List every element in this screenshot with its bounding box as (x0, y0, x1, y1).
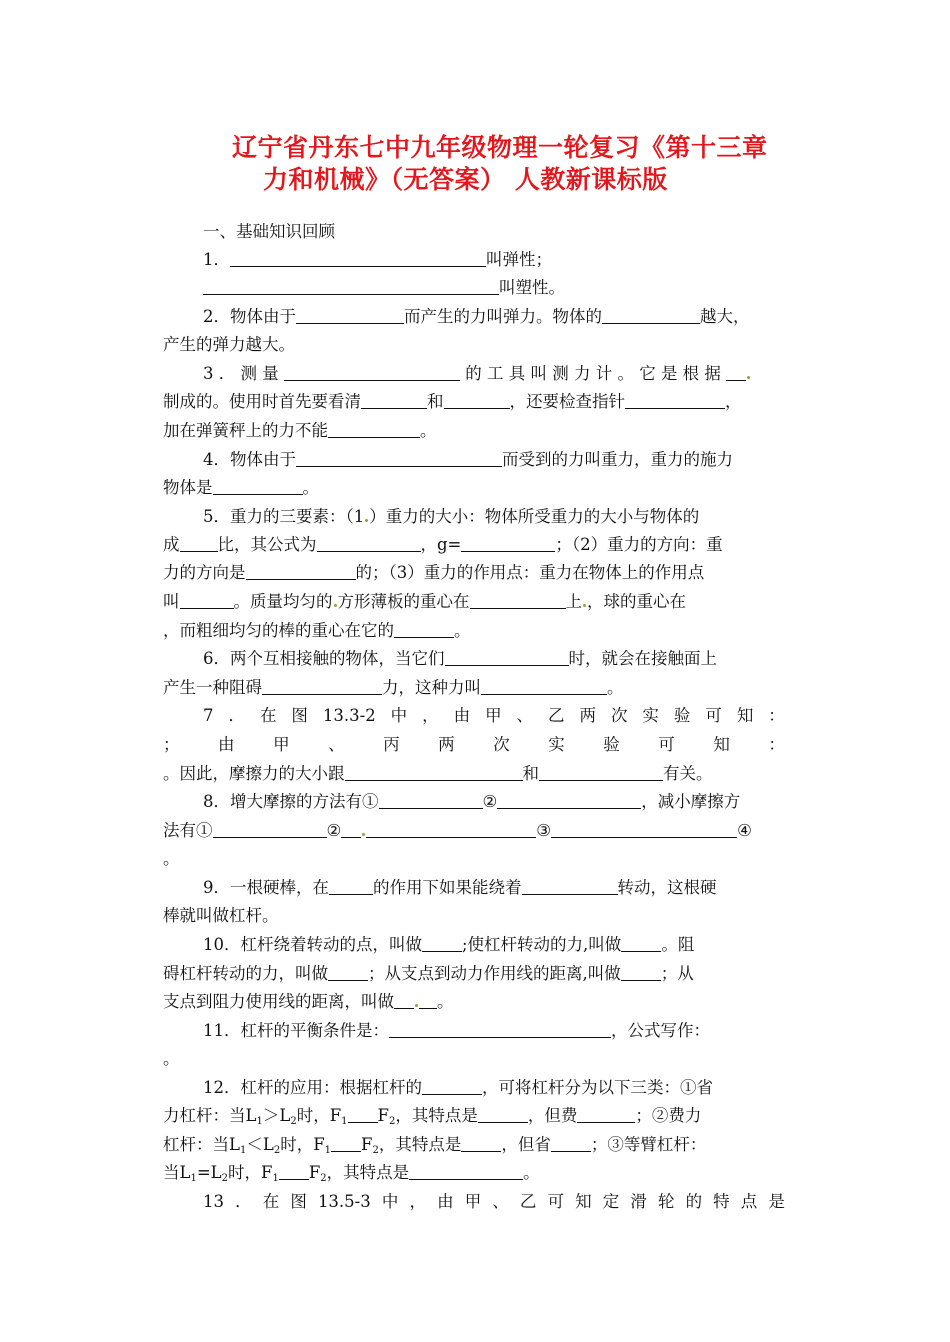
question-3-line3 (163, 420, 437, 442)
question-2-line1 (203, 306, 750, 328)
question-text: 验 (603, 735, 620, 754)
question-8-line2 (163, 820, 752, 842)
fill-blank[interactable] (341, 821, 361, 838)
question-text: ;使杠杆转动的力,叫做 (462, 935, 622, 954)
question-text: 由 (453, 706, 471, 725)
question-text: 知 (575, 1192, 592, 1211)
fill-blank[interactable] (345, 764, 523, 781)
question-text: 中 (390, 706, 408, 725)
question-text: ，而粗细均匀的棒的重心在它的 (163, 621, 394, 640)
question-text: 滑 (630, 1192, 647, 1211)
fill-blank[interactable] (296, 450, 502, 467)
question-text: 。 (302, 478, 319, 497)
question-text: 12．杠杆的应用：根据杠杆的 (203, 1078, 422, 1097)
question-text: ， (725, 392, 742, 411)
question-text: 物体是 (163, 478, 213, 497)
fill-blank[interactable] (470, 592, 566, 609)
question-11-line2: 。 (163, 1049, 180, 1068)
question-text: ，其特点是 (326, 1163, 410, 1182)
question-text: 法有① (163, 821, 213, 840)
question-text: 10．杠杆绕着转动的点，叫做 (203, 935, 422, 954)
fill-blank[interactable] (230, 250, 486, 267)
question-text: ，球的重心在 (587, 592, 686, 611)
question-text: 时，F (296, 1106, 342, 1125)
question-text: ， (422, 706, 439, 725)
question-text: 甲 (273, 735, 290, 754)
question-text: ；从支点到动力作用线的距离,叫做 (368, 964, 621, 983)
question-10-line3 (163, 991, 454, 1013)
question-12-line4 (163, 1162, 540, 1190)
question-text: 而产生的力叫弹力。物体的 (404, 307, 602, 326)
question-text: 。 (523, 1163, 540, 1182)
question-5-line4 (163, 591, 686, 613)
fill-blank[interactable] (379, 792, 483, 809)
question-text: ；从 (660, 964, 694, 983)
fill-blank[interactable] (602, 307, 700, 324)
question-8-line1 (203, 791, 740, 813)
question-text: 验 (673, 706, 691, 725)
speck-mark (415, 1004, 418, 1007)
question-9-line1 (203, 877, 717, 899)
question-text: 3 ． 测 量 (203, 364, 279, 383)
question-text: 1． (203, 250, 230, 269)
question-text: ，减小摩擦方 (641, 792, 741, 811)
question-text: ＞L (262, 1106, 291, 1125)
question-text: ② (326, 821, 342, 840)
question-text: 2．物体由于 (203, 307, 296, 326)
fill-blank[interactable] (328, 964, 368, 981)
question-text: 5．重力的三要素：（1 (203, 507, 365, 526)
fill-blank[interactable] (180, 592, 234, 609)
question-text: 上 (565, 592, 582, 611)
question-7-line2 (163, 734, 785, 756)
question-text: 有关。 (663, 764, 713, 783)
fill-blank[interactable] (551, 821, 737, 838)
question-text: 图 (291, 706, 308, 725)
question-text: 6．两个互相接触的物体，当它们 (203, 649, 445, 668)
question-text: 时，F (280, 1135, 325, 1154)
fill-blank[interactable] (246, 563, 356, 580)
question-5-line1 (203, 506, 699, 528)
question-text: 次 (493, 735, 510, 754)
question-text: 13.3-2 (322, 706, 376, 725)
question-5-line2 (163, 534, 723, 556)
question-text: 加在弹簧秤上的力不能 (163, 421, 328, 440)
question-9-line2: 棒就叫做杠杆。 (163, 906, 279, 925)
question-text: ： (768, 735, 785, 754)
speck-mark (583, 604, 586, 607)
question-12-line1 (203, 1077, 713, 1099)
question-text: 成 (163, 535, 180, 554)
question-text: F (308, 1163, 321, 1182)
question-text: 可 (658, 735, 675, 754)
question-text: 在 (259, 706, 277, 725)
question-text: ： (768, 706, 785, 725)
fill-blank[interactable] (394, 621, 454, 638)
question-text: 可 (547, 1192, 565, 1211)
question-text: 的 工 具 叫 测 力 计 。 它 是 根 据 (465, 364, 721, 383)
question-text: ③ (536, 821, 552, 840)
question-text: 产生一种阻碍 (163, 678, 262, 697)
question-text: ；②费力 (635, 1106, 702, 1125)
fill-blank[interactable] (419, 992, 437, 1009)
question-text: 特 (713, 1192, 730, 1211)
question-text: 乙 (548, 706, 565, 725)
question-text: 、 (328, 735, 345, 754)
fill-blank[interactable] (389, 1021, 611, 1038)
question-text: 2 (388, 1116, 396, 1127)
question-text: ，但费 (527, 1106, 578, 1125)
question-text: ；（2）重力的方向：重 (555, 535, 723, 554)
fill-blank[interactable] (422, 935, 462, 952)
question-text: 图 (290, 1192, 307, 1211)
question-text: 中 (381, 1192, 399, 1211)
question-text: 。质量均匀的 (233, 592, 333, 611)
question-7-line1 (203, 705, 785, 727)
question-text: 和 (522, 764, 539, 783)
question-text: ＜L (246, 1135, 274, 1154)
question-text: 甲 (485, 706, 502, 725)
question-5-line3 (163, 562, 704, 584)
question-text: 点 (740, 1192, 758, 1211)
question-12-line3 (163, 1134, 706, 1162)
question-text: ． (228, 706, 245, 725)
question-text: 转动，这根硬 (617, 878, 717, 897)
speck-mark (362, 833, 365, 836)
question-text: 碍杠杆转动的力，叫做 (163, 964, 328, 983)
question-text: 11．杠杆的平衡条件是： (203, 1021, 389, 1040)
question-text: 。 (437, 992, 454, 1011)
question-text: 定 (602, 1192, 620, 1211)
question-text: 方形薄板的重心在 (337, 592, 470, 611)
fill-blank[interactable] (621, 964, 661, 981)
fill-blank[interactable] (481, 678, 607, 695)
fill-blank[interactable] (478, 1106, 528, 1123)
question-text: 8．增大摩擦的方法有① (203, 792, 379, 811)
question-text: 力，这种力叫 (382, 678, 481, 697)
fill-blank[interactable] (577, 1106, 635, 1123)
question-text: 1 (239, 1145, 247, 1156)
question-text: 乙 (519, 1192, 537, 1211)
question-text: 4．物体由于 (203, 450, 296, 469)
fill-blank[interactable] (445, 649, 569, 666)
question-4-line2 (163, 477, 319, 499)
question-text: 实 (642, 706, 659, 725)
question-text: ② (482, 792, 498, 811)
question-text: 9．一根硬棒，在 (203, 878, 329, 897)
fill-blank[interactable] (461, 1135, 501, 1152)
question-text: ④ (737, 821, 752, 840)
question-text: 2 (372, 1145, 379, 1156)
question-text: 2 (320, 1173, 327, 1184)
question-text: 甲 (464, 1192, 482, 1211)
question-text: 1 (341, 1116, 348, 1127)
fill-blank[interactable] (213, 478, 303, 495)
question-text: 轮 (657, 1192, 675, 1211)
question-text: ， (409, 1192, 426, 1211)
question-text: ，其特点是 (395, 1106, 478, 1125)
question-text: 。因此，摩擦力的大小跟 (163, 764, 345, 783)
question-6-line1 (203, 648, 717, 670)
fill-blank[interactable] (366, 821, 536, 838)
question-text: 两 (438, 735, 455, 754)
question-4-line1 (203, 449, 733, 471)
question-text: 越大， (700, 307, 750, 326)
question-text: 可 (705, 706, 722, 725)
fill-blank[interactable] (329, 878, 373, 895)
question-text: 比，其公式为 (217, 535, 317, 554)
question-text: 丙 (383, 735, 400, 754)
question-text: 、 (492, 1192, 509, 1211)
question-text: 7 (203, 706, 214, 725)
question-text: 力杠杆：当L (163, 1106, 257, 1125)
question-text: 时，就会在接触面上 (568, 649, 717, 668)
question-text: ，可将杠杆分为以下三类：①省 (482, 1078, 713, 1097)
fill-blank[interactable] (317, 535, 421, 552)
fill-blank[interactable] (726, 364, 746, 381)
fill-blank[interactable] (621, 935, 661, 952)
question-text: ． (235, 1192, 252, 1211)
question-text: ，还要检查指针 (509, 392, 625, 411)
question-text: ，公式写作： (611, 1021, 710, 1040)
question-text: 由 (437, 1192, 454, 1211)
fill-blank[interactable] (348, 1106, 378, 1123)
question-text: 杠杆：当L (163, 1135, 240, 1154)
question-7-line3 (163, 763, 713, 785)
question-text: ，但省 (501, 1135, 551, 1154)
fill-blank[interactable] (203, 278, 499, 295)
question-8-line3: 。 (163, 849, 180, 868)
question-text: 。阻 (661, 935, 695, 954)
question-text: 和 (427, 392, 444, 411)
question-text: 1 (272, 1173, 279, 1184)
question-12-line2 (163, 1105, 701, 1133)
fill-blank[interactable] (279, 1163, 309, 1180)
fill-blank[interactable] (180, 535, 218, 552)
question-text: 时，F (228, 1163, 273, 1182)
question-5-line5 (163, 620, 471, 642)
speck-mark (334, 604, 337, 607)
question-text: 次 (610, 706, 628, 725)
question-6-line2 (163, 677, 624, 699)
question-text: 2 (290, 1116, 297, 1127)
fill-blank[interactable] (328, 421, 420, 438)
fill-blank[interactable] (422, 1078, 482, 1095)
question-text: 13 (203, 1192, 224, 1211)
question-text: 叫 (163, 592, 180, 611)
fill-blank[interactable] (497, 792, 641, 809)
question-text: 。 (420, 421, 437, 440)
fill-blank[interactable] (262, 678, 382, 695)
question-text: 。 (607, 678, 624, 697)
question-text: 。 (454, 621, 471, 640)
fill-blank[interactable] (522, 878, 618, 895)
speck-mark (747, 376, 750, 379)
question-10-line2 (163, 963, 694, 985)
question-text: 的作用下如果能绕着 (373, 878, 522, 897)
section-heading: 一、基础知识回顾 (203, 222, 335, 241)
question-text: 力的方向是 (163, 563, 246, 582)
document-title-line2: 力和机械》（无答案） 人教新课标版 (263, 165, 668, 194)
question-11-line1 (203, 1020, 710, 1042)
fill-blank[interactable] (551, 1135, 591, 1152)
question-text: 两 (579, 706, 596, 725)
question-2-line2: 产生的弹力越大。 (163, 335, 295, 354)
question-text: 而受到的力叫重力，重力的施力 (502, 450, 733, 469)
question-3-line1 (203, 363, 751, 385)
speck-mark (365, 519, 368, 522)
question-text: 、 (516, 706, 534, 725)
question-text: ，g= (420, 535, 462, 554)
question-text: 1 (324, 1145, 332, 1156)
question-1-line1 (203, 249, 552, 271)
question-text: 支点到阻力使用线的距离，叫做 (163, 992, 394, 1011)
question-text: 由 (218, 735, 235, 754)
question-text: 叫弹性； (486, 250, 552, 269)
question-text: F (377, 1106, 389, 1125)
question-text: 是 (768, 1192, 785, 1211)
question-text: ；③等臂杠杆： (590, 1135, 707, 1154)
question-text: 在 (262, 1192, 280, 1211)
question-text: 2 (273, 1145, 281, 1156)
fill-blank[interactable] (361, 392, 427, 409)
question-text: F (361, 1135, 373, 1154)
question-text: 叫塑性。 (499, 278, 565, 297)
fill-blank[interactable] (444, 392, 510, 409)
question-10-line1 (203, 934, 694, 956)
document-title-line1: 辽宁省丹东七中九年级物理一轮复习《第十三章 (232, 133, 768, 162)
fill-blank[interactable] (284, 364, 460, 381)
question-text: 13.5-3 (317, 1192, 371, 1211)
question-text: 2 (221, 1173, 229, 1184)
question-text: 制成的。使用时首先要看清 (163, 392, 361, 411)
fill-blank[interactable] (394, 992, 414, 1009)
question-text: 知 (713, 735, 730, 754)
fill-blank[interactable] (539, 764, 663, 781)
question-text: 当L (163, 1163, 191, 1182)
fill-blank[interactable] (296, 307, 404, 324)
question-text: =L (196, 1163, 222, 1182)
question-text: ； (163, 735, 180, 754)
question-text: 实 (548, 735, 565, 754)
question-text: ，其特点是 (378, 1135, 462, 1154)
fill-blank[interactable] (331, 1135, 361, 1152)
question-13-line1 (203, 1191, 785, 1213)
question-text: 的 (685, 1192, 703, 1211)
fill-blank[interactable] (461, 535, 555, 552)
question-text: 的；（3）重力的作用点：重力在物体上的作用点 (355, 563, 705, 582)
question-text: 知 (736, 706, 754, 725)
fill-blank[interactable] (409, 1163, 523, 1180)
question-1-line2 (203, 277, 565, 299)
question-text: 1 (256, 1116, 263, 1127)
question-text: ）重力的大小：物体所受重力的大小与物体的 (369, 507, 700, 526)
fill-blank[interactable] (625, 392, 725, 409)
question-3-line2 (163, 391, 742, 413)
fill-blank[interactable] (213, 821, 327, 838)
question-text: 1 (190, 1173, 197, 1184)
